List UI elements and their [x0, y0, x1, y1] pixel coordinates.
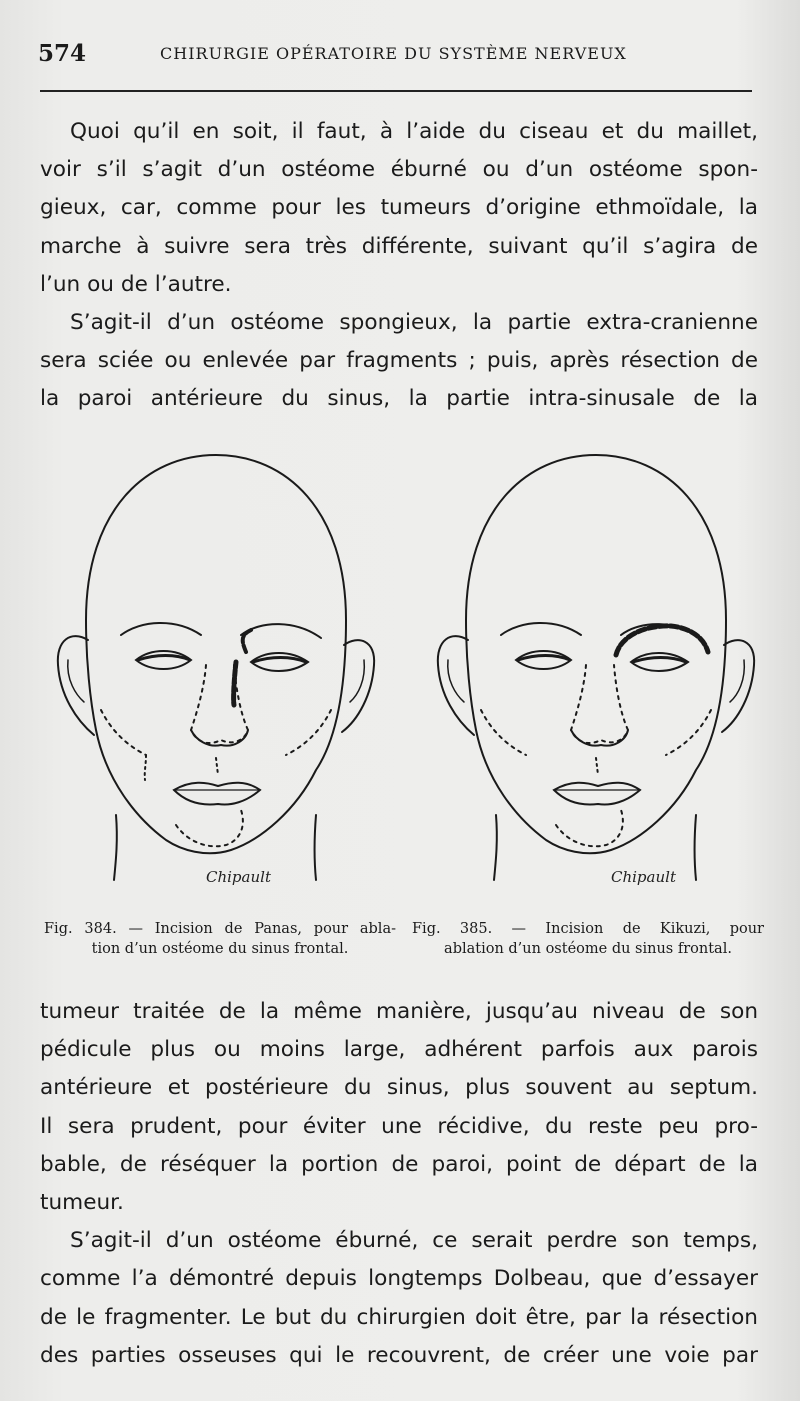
- running-head: [0, 30, 800, 70]
- text-line: sera sciée ou enlevée par fragments ; puis, après résection de: [40, 348, 758, 374]
- text-line: la paroi antérieure du sinus, la partie intra-sinusale de la: [40, 386, 758, 412]
- face-illustration-panas: [46, 440, 386, 910]
- text-line: Il sera prudent, pour éviter une récidive, du reste peu pro-: [40, 1113, 758, 1139]
- caption-line: tion d’un ostéome du sinus frontal.: [91, 941, 349, 957]
- face-illustration-kikuzi: [426, 440, 766, 910]
- text-line: l’un ou de l’autre.: [40, 271, 232, 297]
- text-line: marche à suivre sera très différente, suivant qu’il s’agira de: [40, 233, 758, 259]
- text-line: antérieure et postérieure du sinus, plus souvent au septum.: [40, 1075, 758, 1101]
- figure-385: [426, 440, 766, 910]
- text-line: pédicule plus ou moins large, adhérent parfois aux parois: [40, 1037, 758, 1063]
- text-line: voir s’il s’agit d’un ostéome éburné ou d’un ostéome spon-: [40, 157, 758, 183]
- text-line: bable, de réséquer la portion de paroi, point de départ de la: [40, 1151, 758, 1177]
- caption-fig-384: [44, 919, 396, 959]
- top-paragraphs: [40, 113, 758, 419]
- text-line: tumeur.: [40, 1190, 124, 1216]
- page-number: 574: [38, 40, 87, 67]
- caption-line: Fig. 384. — Incision de Panas, pour abla-: [44, 921, 396, 937]
- running-title: CHIRURGIE OPÉRATOIRE DU SYSTÈME NERVEUX: [160, 44, 627, 63]
- bottom-paragraphs: [40, 993, 758, 1375]
- text-line: Quoi qu’il en soit, il faut, à l’aide du ciseau et du maillet,: [70, 119, 758, 144]
- caption-line: Fig. 385. — Incision de Kikuzi, pour: [412, 921, 764, 937]
- text-line: S’agit-il d’un ostéome éburné, ce serait perdre son temps,: [70, 1228, 758, 1254]
- caption-fig-385: [412, 919, 764, 959]
- header-rule: [40, 90, 752, 92]
- figures-row: [40, 440, 760, 920]
- figure-384: [46, 440, 386, 910]
- artist-signature: Chipault: [206, 868, 271, 886]
- figure-captions: [44, 919, 764, 969]
- text-line: comme l’a démontré depuis longtemps Dolbeau, que d’essayer: [40, 1266, 758, 1292]
- caption-line: ablation d’un ostéome du sinus frontal.: [444, 941, 732, 957]
- text-line: de le fragmenter. Le but du chirurgien doit être, par la résection: [40, 1304, 758, 1330]
- text-line: S’agit-il d’un ostéome spongieux, la partie extra-cranienne: [70, 310, 758, 336]
- text-line: gieux, car, comme pour les tumeurs d’origine ethmoïdale, la: [40, 195, 758, 221]
- text-line: des parties osseuses qui le recouvrent, de créer une voie par: [40, 1342, 758, 1368]
- artist-signature: Chipault: [611, 868, 676, 886]
- text-line: tumeur traitée de la même manière, jusqu’au niveau de son: [40, 999, 758, 1024]
